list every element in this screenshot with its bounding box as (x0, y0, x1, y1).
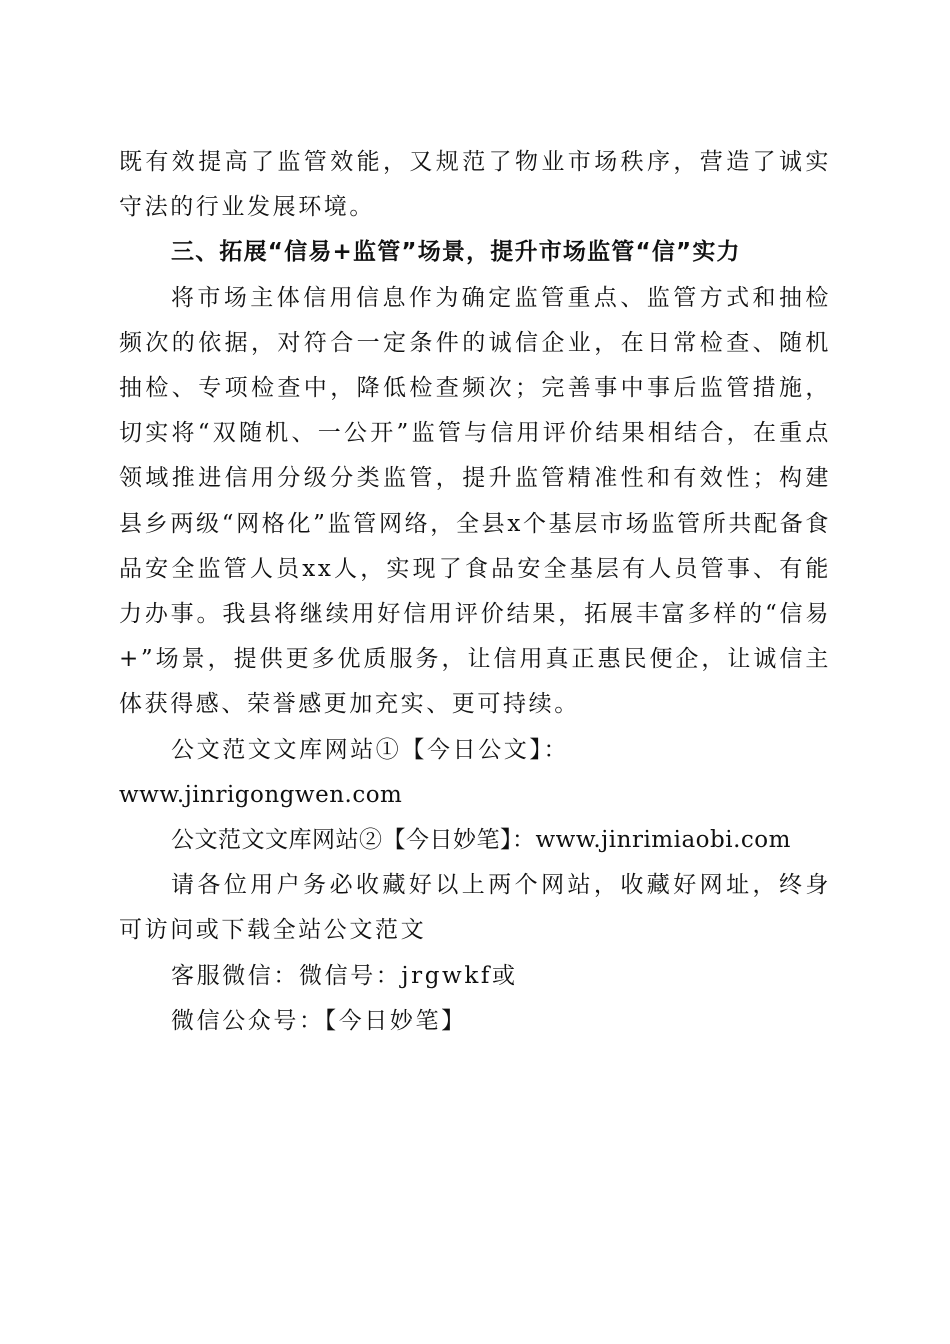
paragraph-main: 将市场主体信用信息作为确定监管重点、监管方式和抽检频次的依据，对符合一定条件的诚信企业，在日常检查、随机抽检、专项检查中，降低检查频次；完善事中事后监管措施，切实将“双随机、一公开”监管与信用评价结果相结合，在重点领域推进信用分级分类监管，提升监管精准性和有效性；构建县乡两级“网格化”监管网络，全县x个基层市场监管所共配备食品安全监管人员xx人，实现了食品安全基层有人员管事、有能力办事。我县将继续用好信用评价结果，拓展丰富多样的“信易+”场景，提供更多优质服务，让信用真正惠民便企，让诚信主体获得感、荣誉感更加充实、更可持续。 (119, 284, 831, 718)
document-body (119, 140, 831, 1044)
section-heading-3: 三、拓展“信易+监管”场景，提升市场监管“信”实力 (171, 239, 741, 266)
paragraph-intro-tail: 既有效提高了监管效能，又规范了物业市场秩序，营造了诚实守法的行业发展环境。 (119, 149, 831, 221)
service-wechat: 客服微信：微信号：jrgwkf或 (171, 962, 518, 989)
bookmark-notice: 请各位用户务必收藏好以上两个网站，收藏好网址，终身可访问或下载全站公文范文 (119, 872, 831, 944)
site1-url: www.jinrigongwen.com (119, 781, 403, 808)
site2-line: 公文范文文库网站②【今日妙笔】：www.jinrimiaobi.com (171, 827, 791, 854)
site1-label: 公文范文文库网站①【今日公文】： (171, 736, 570, 763)
official-account: 微信公众号：【今日妙笔】 (171, 1007, 467, 1034)
